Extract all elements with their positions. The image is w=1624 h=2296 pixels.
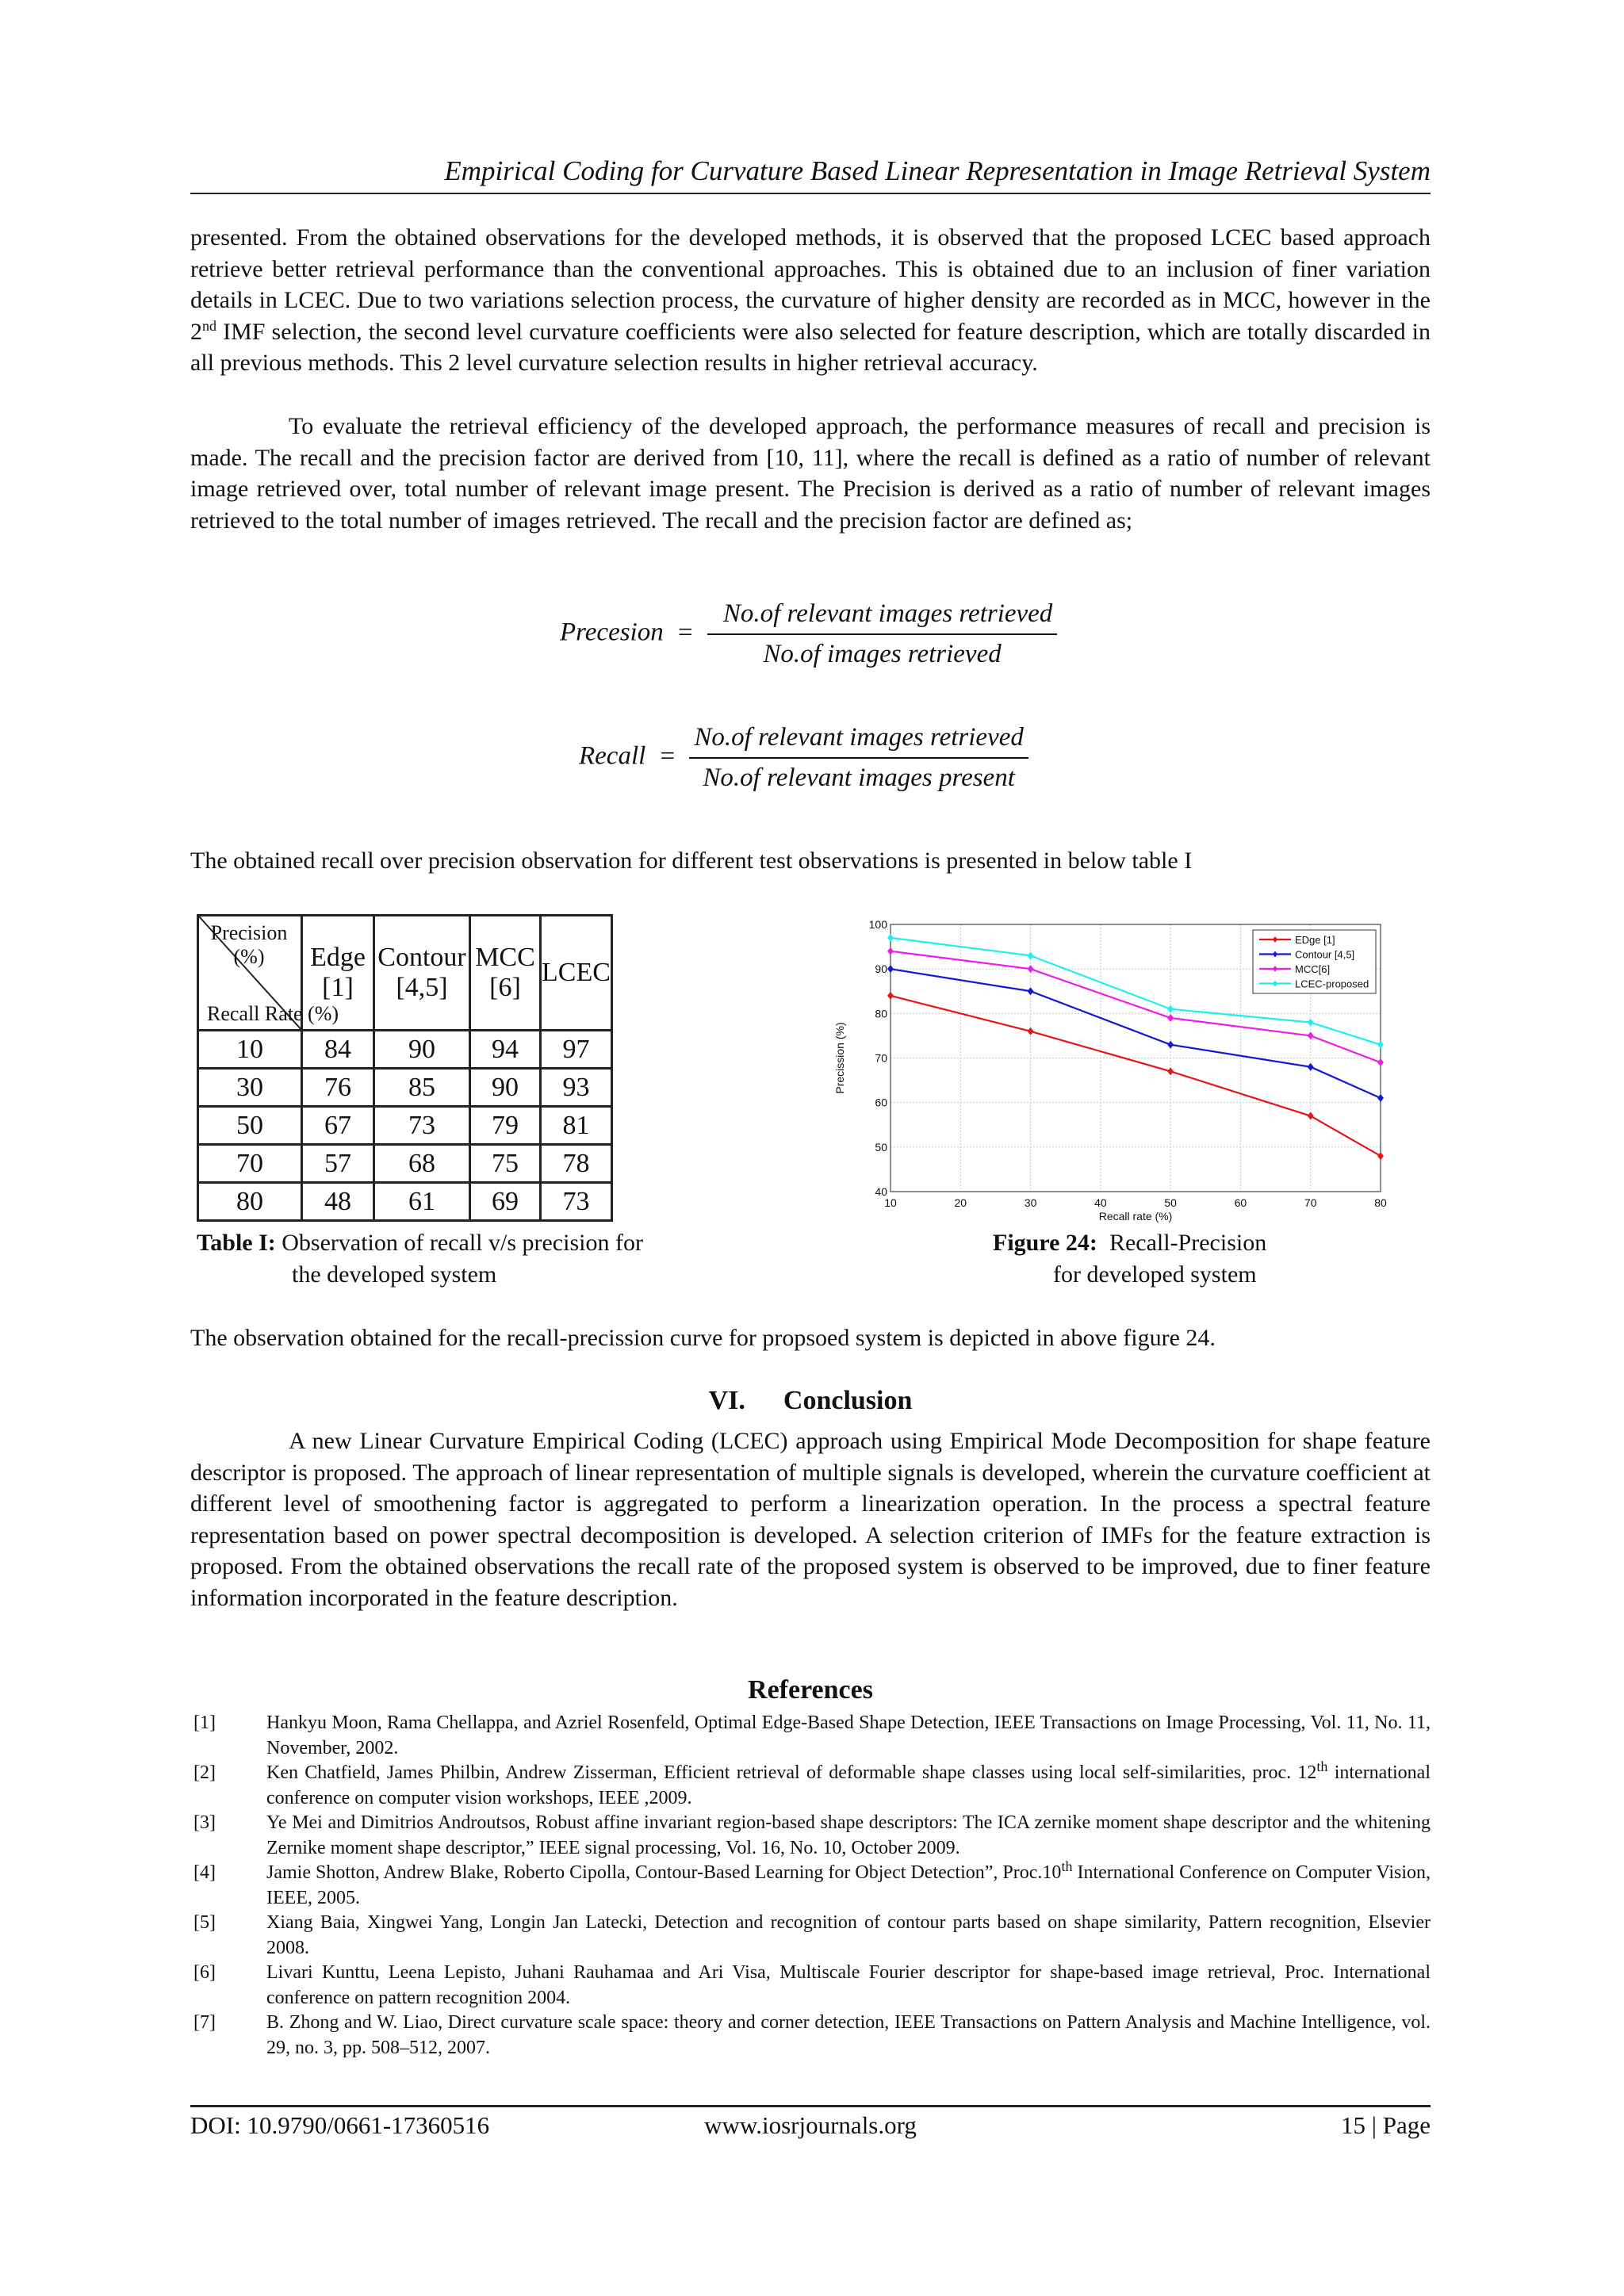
- para1-text: presented. From the obtained observations for the developed methods, it is observed that the proposed LCEC based approach retrieve better retrieval performance than the conventional approaches. This is obtained due to an inclusion of finer variation details in LCEC. Due to two variations selection process, the curvature of higher density are recorded as in MCC, however in the 2: [190, 224, 1431, 345]
- table-row: [198, 1069, 612, 1107]
- legend-label: EDge [1]: [1295, 934, 1335, 946]
- table-caption-text: Observation of recall v/s precision for: [275, 1230, 643, 1256]
- running-header: Empirical Coding for Curvature Based Linear Representation in Image Retrieval System: [444, 155, 1431, 186]
- para2-text: To evaluate the retrieval efficiency of the developed approach, the performance measures of recall and precision is made. The recall and the precision factor are derived from [10, 11], where the recall is defined as a ratio of number of relevant image retrieved over, total number of relevant image present. The Precision is derived as a ratio of number of relevant images retrieved to the total number of images retrieved. The recall and the precision factor are defined as;: [190, 413, 1431, 534]
- chart-canvas: [825, 904, 1411, 1229]
- figure-caption-label: Figure 24:: [993, 1230, 1097, 1256]
- recall-equation: [579, 723, 1028, 793]
- value-cell: 75: [470, 1145, 541, 1183]
- body-paragraph-4: [190, 1322, 1431, 1354]
- y-tick-label: 100: [868, 918, 887, 931]
- precision-equation: [560, 599, 1057, 669]
- corner-label-precision: Precision (%): [210, 921, 288, 968]
- reference-item: [193, 1858, 1431, 1911]
- value-cell: 73: [541, 1183, 612, 1221]
- x-tick-label: 10: [884, 1196, 897, 1209]
- value-cell: 73: [374, 1107, 470, 1145]
- value-cell: 85: [374, 1069, 470, 1107]
- recall-cell: 70: [198, 1145, 302, 1183]
- value-cell: 61: [374, 1183, 470, 1221]
- footer-page: 15 | Page: [1341, 2111, 1431, 2139]
- references-heading: References: [748, 1675, 873, 1705]
- value-cell: 81: [541, 1107, 612, 1145]
- body-paragraph-3: [190, 845, 1431, 877]
- value-cell: 79: [470, 1107, 541, 1145]
- numerator: No.of relevant images retrieved: [689, 723, 1028, 759]
- recall-cell: 50: [198, 1107, 302, 1145]
- x-tick-label: 60: [1234, 1196, 1247, 1209]
- legend-label: LCEC-proposed: [1295, 978, 1369, 990]
- value-cell: 67: [302, 1107, 374, 1145]
- x-tick-label: 80: [1374, 1196, 1387, 1209]
- reference-number: [3]: [193, 1812, 216, 1833]
- y-tick-label: 80: [875, 1007, 887, 1020]
- recall-cell: 30: [198, 1069, 302, 1107]
- reference-item: [193, 1711, 1431, 1761]
- value-cell: 69: [470, 1183, 541, 1221]
- page-label: Page: [1382, 2111, 1431, 2139]
- page-number: 15: [1341, 2111, 1366, 2139]
- x-tick-label: 70: [1304, 1196, 1317, 1209]
- figure-caption-text-2: for developed system: [1053, 1261, 1257, 1288]
- y-tick-label: 40: [875, 1185, 887, 1198]
- figure-caption: [993, 1227, 1437, 1291]
- y-tick-label: 70: [875, 1051, 887, 1065]
- para1-superscript: nd: [202, 317, 216, 334]
- denominator: No.of images retrieved: [763, 640, 1002, 668]
- corner-label-recall: Recall Rate (%): [207, 1002, 339, 1025]
- para1-rest-text: IMF selection, the second level curvature coefficients were also selected for feature description, which are totally discarded in all previous methods. This 2 level curvature selection results in higher retrieval accuracy.: [190, 318, 1431, 376]
- superscript: th: [1316, 1758, 1328, 1774]
- figure-caption-text: Recall-Precision: [1097, 1230, 1267, 1256]
- fraction: [689, 723, 1028, 793]
- value-cell: 68: [374, 1145, 470, 1183]
- observation-table: [197, 914, 613, 1222]
- value-cell: 76: [302, 1069, 374, 1107]
- value-cell: 78: [541, 1145, 612, 1183]
- equation-lhs: Recall: [579, 741, 646, 771]
- reference-text: B. Zhong and W. Liao, Direct curvature scale space: theory and corner detection, IEEE Transactions on Pattern Analysis and Machine Intelligence, vol. 29, no. 3, pp. 508–512, 2007.: [266, 2012, 1431, 2058]
- conclusion-text: A new Linear Curvature Empirical Coding (LCEC) approach using Empirical Mode Decomposition for shape feature descriptor is proposed. The approach of linear representation of multiple signals is developed, wherein the curvature coefficient at different level of smoothening factor is aggregated to perform a linearization operation. In the process a spectral feature representation based on power spectral decomposition is developed. A selection criterion of IMFs for the feature extraction is proposed. From the obtained observations the recall rate of the proposed system is observed to be improved, due to finer feature information incorporated in the feature description.: [190, 1428, 1431, 1611]
- footer-website[interactable]: [190, 2111, 1431, 2140]
- reference-number: [4]: [193, 1862, 216, 1883]
- table-caption-text-2: the developed system: [292, 1261, 497, 1288]
- reference-text-post: International Conference on Computer Vision, IEEE, 2005.: [266, 1862, 1431, 1908]
- header-rule: [190, 193, 1431, 194]
- reference-item: [193, 1911, 1431, 1961]
- section-number: VI.: [708, 1386, 745, 1415]
- x-tick-label: 20: [954, 1196, 967, 1209]
- equation-lhs: Precesion: [560, 618, 664, 647]
- column-header-contour: Contour [4,5]: [374, 916, 470, 1031]
- denominator: No.of relevant images present: [703, 763, 1015, 792]
- fraction: [707, 599, 1057, 669]
- website-link[interactable]: www.iosrjournals.org: [704, 2111, 917, 2139]
- x-tick-label: 30: [1024, 1196, 1037, 1209]
- x-tick-label: 50: [1164, 1196, 1177, 1209]
- recall-cell: 80: [198, 1183, 302, 1221]
- table-row: [198, 1183, 612, 1221]
- y-tick-label: 50: [875, 1140, 887, 1154]
- references-list: [193, 1711, 1431, 2061]
- legend-label: MCC[6]: [1295, 963, 1331, 975]
- reference-item: [193, 2011, 1431, 2061]
- reference-item: [193, 1961, 1431, 2011]
- table-row: [198, 1107, 612, 1145]
- reference-text: [266, 1858, 1431, 1911]
- column-header-lcec: LCEC: [541, 916, 612, 1031]
- y-axis-label: Precission (%): [833, 1022, 846, 1094]
- equals-sign: =: [677, 618, 693, 647]
- reference-number: [6]: [193, 1962, 216, 1983]
- table-caption-label: Table I:: [197, 1230, 276, 1256]
- footer-rule: [190, 2105, 1431, 2107]
- reference-text-post: international conference on computer vision workshops, IEEE ,2009.: [266, 1762, 1431, 1808]
- table-i: [197, 914, 613, 1222]
- table-caption: [197, 1227, 752, 1291]
- value-cell: 84: [302, 1031, 374, 1069]
- reference-text: Ye Mei and Dimitrios Androutsos, Robust affine invariant region-based shape descriptors: The ICA zernike moment shape descriptor and the whitening Zernike moment shape descriptor,” IEEE signal processing, Vol. 16, No. 10, October 2009.: [266, 1812, 1431, 1858]
- table-row: [198, 1145, 612, 1183]
- body-paragraph-2: [190, 411, 1431, 536]
- x-axis-label: Recall rate (%): [1098, 1210, 1173, 1223]
- reference-text: [266, 1758, 1431, 1811]
- conclusion-paragraph: [190, 1425, 1431, 1613]
- value-cell: 90: [374, 1031, 470, 1069]
- para4-text: The observation obtained for the recall-precission curve for propsoed system is depicted in above figure 24.: [190, 1325, 1216, 1351]
- value-cell: 94: [470, 1031, 541, 1069]
- column-header-mcc: MCC [6]: [470, 916, 541, 1031]
- para3-text: The obtained recall over precision observation for different test observations is presented in below table I: [190, 848, 1193, 874]
- section-title: Conclusion: [783, 1386, 913, 1415]
- value-cell: 57: [302, 1145, 374, 1183]
- value-cell: 93: [541, 1069, 612, 1107]
- value-cell: 90: [470, 1069, 541, 1107]
- section-heading-conclusion: [190, 1386, 1431, 1416]
- reference-text-pre: Ken Chatfield, James Philbin, Andrew Zisserman, Efficient retrieval of deformable shape classes using local self-similarities, proc. 12: [266, 1762, 1317, 1783]
- superscript: th: [1061, 1858, 1073, 1874]
- reference-text-pre: Jamie Shotton, Andrew Blake, Roberto Cipolla, Contour-Based Learning for Object Detection”, Proc.10: [266, 1862, 1062, 1883]
- reference-number: [1]: [193, 1712, 216, 1733]
- reference-text: Hankyu Moon, Rama Chellappa, and Azriel Rosenfeld, Optimal Edge-Based Shape Detection, IEEE Transactions on Image Processing, Vol. 11, No. 11, November, 2002.: [266, 1712, 1431, 1758]
- body-paragraph-1: [190, 222, 1431, 379]
- y-tick-label: 60: [875, 1096, 887, 1109]
- y-tick-label: 90: [875, 962, 887, 976]
- reference-item: [193, 1811, 1431, 1861]
- equals-sign: =: [660, 741, 676, 771]
- column-header-edge: Edge [1]: [302, 916, 374, 1031]
- reference-text: Livari Kunttu, Leena Lepisto, Juhani Rauhamaa and Ari Visa, Multiscale Fourier descriptor for shape-based image retrieval, Proc. International conference on pattern recognition 2004.: [266, 1962, 1431, 2008]
- reference-number: [2]: [193, 1762, 216, 1783]
- reference-number: [5]: [193, 1912, 216, 1933]
- table-row: [198, 1031, 612, 1069]
- x-tick-label: 40: [1094, 1196, 1107, 1209]
- recall-cell: 10: [198, 1031, 302, 1069]
- value-cell: 48: [302, 1183, 374, 1221]
- footer-doi: DOI: 10.9790/0661-17360516: [190, 2111, 490, 2139]
- value-cell: 97: [541, 1031, 612, 1069]
- reference-text: Xiang Baia, Xingwei Yang, Longin Jan Latecki, Detection and recognition of contour parts based on shape similarity, Pattern recognition, Elsevier 2008.: [266, 1912, 1431, 1958]
- reference-item: [193, 1758, 1431, 1811]
- recall-precision-chart: [825, 904, 1411, 1229]
- legend-label: Contour [4,5]: [1295, 948, 1355, 961]
- numerator: No.of relevant images retrieved: [707, 599, 1057, 635]
- reference-number: [7]: [193, 2012, 216, 2033]
